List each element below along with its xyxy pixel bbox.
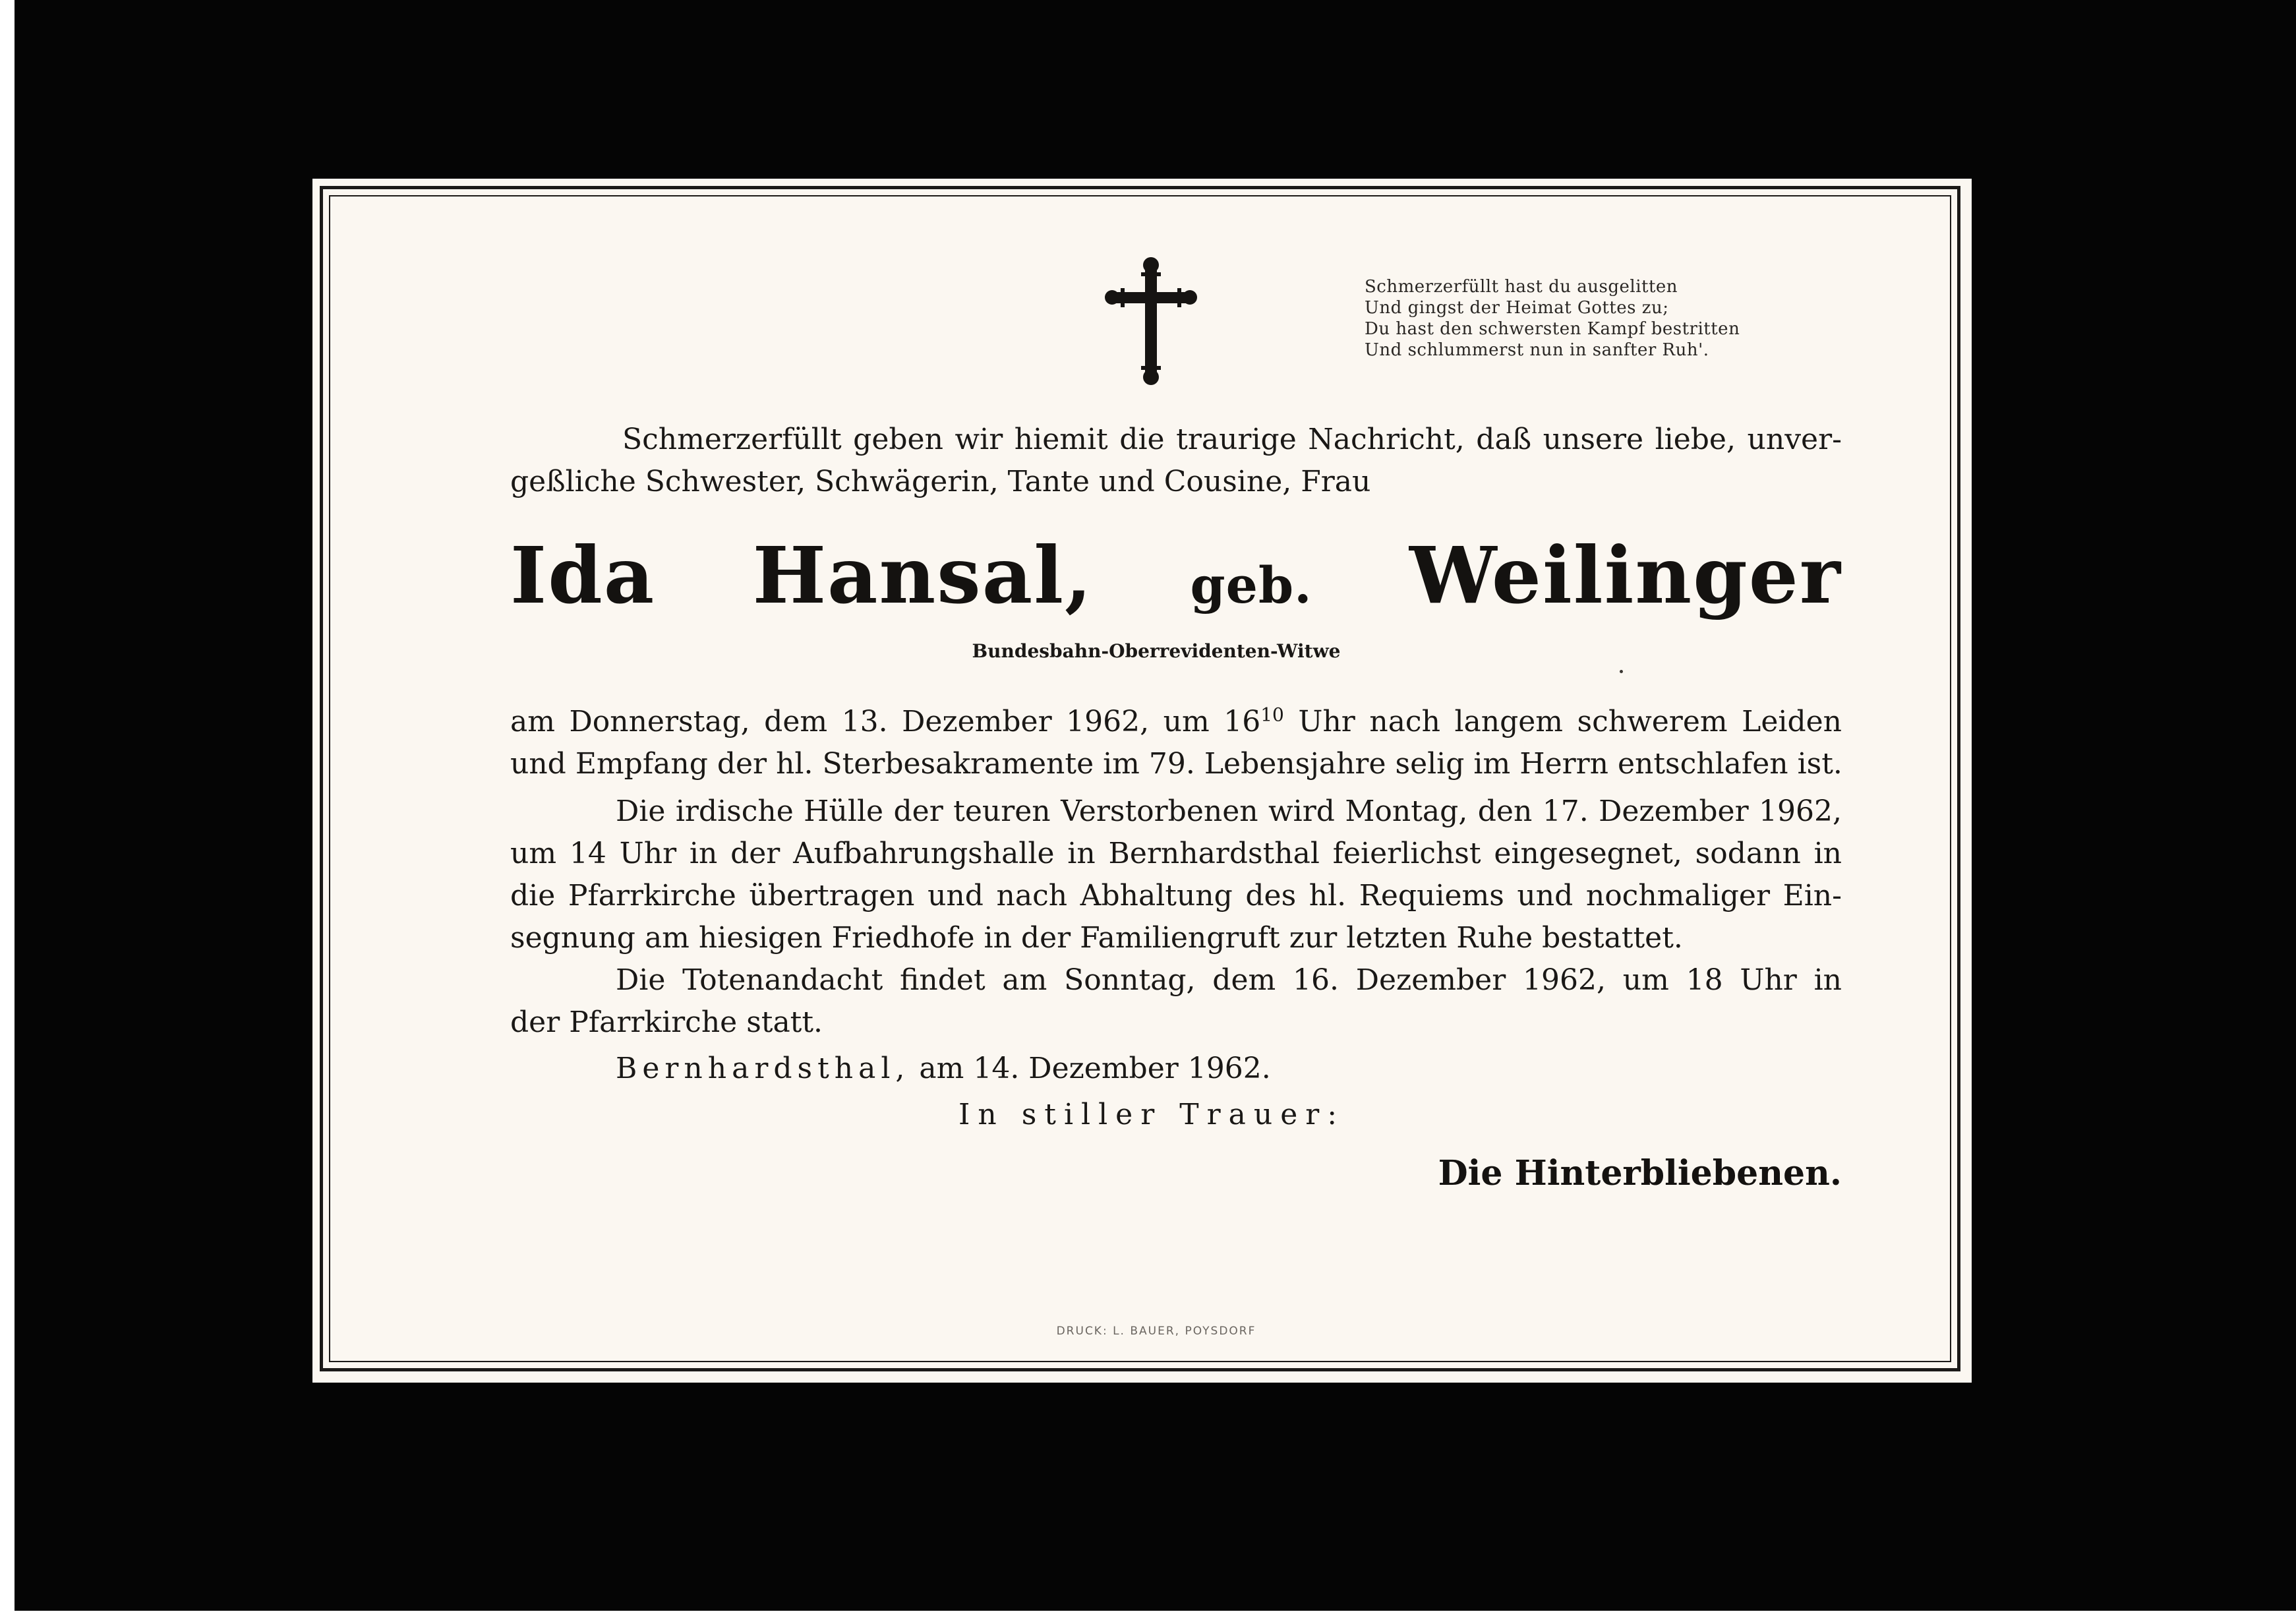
funeral-line: Die irdische Hülle der teuren Verstorbenen wird Montag, den 17. Dezember 1962, xyxy=(616,794,1842,828)
intro-line-2: geßliche Schwester, Schwägerin, Tante und Cousine, Frau xyxy=(510,465,1371,498)
deceased-title: Bundesbahn-Oberrevidenten-Witwe xyxy=(972,640,1341,662)
death-paragraph xyxy=(510,701,1842,785)
time-minutes: 10 xyxy=(1260,704,1284,726)
intro-paragraph xyxy=(510,419,1842,503)
date: am 14. Dezember 1962. xyxy=(910,1052,1271,1085)
death-line-1 xyxy=(510,701,1842,743)
poem xyxy=(1365,276,1839,361)
deceased-name xyxy=(510,529,1842,632)
born-prefix: geb. xyxy=(1190,556,1312,614)
poem-line: Und schlummerst nun in sanfter Ruh'. xyxy=(1365,340,1709,360)
mourning-line: In stiller Trauer: xyxy=(958,1098,1345,1131)
death-line-2: und Empfang der hl. Sterbesakramente im 79. Lebensjahre selig im Herrn entschlafen ist. xyxy=(510,747,1842,781)
surname: Hansal, xyxy=(752,529,1094,621)
funeral-line: die Pfarrkirche übertragen und nach Abhaltung des hl. Requiems und nochmaliger Ein- xyxy=(510,879,1842,913)
death-line-1-end: Uhr nach langem schwerem Leiden xyxy=(1283,705,1842,738)
poem-line: Und gingst der Heimat Gottes zu; xyxy=(1365,298,1669,318)
death-line-1-start: am Donnerstag, dem 13. Dezember 1962, um 16 xyxy=(510,705,1261,738)
intro-line-1: Schmerzerfüllt geben wir hiemit die traurige Nachricht, daß unsere liebe, unver- xyxy=(622,423,1842,456)
funeral-line: segnung am hiesigen Friedhofe in der Familiengruft zur letzten Ruhe bestattet. xyxy=(510,921,1683,955)
place-date xyxy=(616,1048,1271,1090)
poem-line: Schmerzerfüllt hast du ausgelitten xyxy=(1365,277,1678,297)
funeral-line: um 14 Uhr in der Aufbahrungshalle in Bernhardsthal feierlichst eingesegnet, sodann in xyxy=(510,837,1842,870)
devotion-paragraph xyxy=(510,959,1842,1044)
maiden-name: Weilinger xyxy=(1409,529,1842,621)
signature: Die Hinterbliebenen. xyxy=(1438,1153,1842,1193)
printer-imprint: DRUCK: L. BAUER, POYSDORF xyxy=(1056,1325,1256,1338)
devotion-line: der Pfarrkirche statt. xyxy=(510,1005,823,1039)
funeral-paragraph xyxy=(510,791,1842,959)
cross-icon xyxy=(1105,256,1197,386)
place: Bernhardsthal, xyxy=(616,1052,910,1085)
first-name: Ida xyxy=(510,529,656,621)
devotion-line: Die Totenandacht findet am Sonntag, dem 16. Dezember 1962, um 18 Uhr in xyxy=(616,963,1842,997)
poem-line: Du hast den schwersten Kampf bestritten xyxy=(1365,319,1740,339)
mourning-card xyxy=(312,179,1972,1383)
print-speck xyxy=(1620,670,1623,673)
